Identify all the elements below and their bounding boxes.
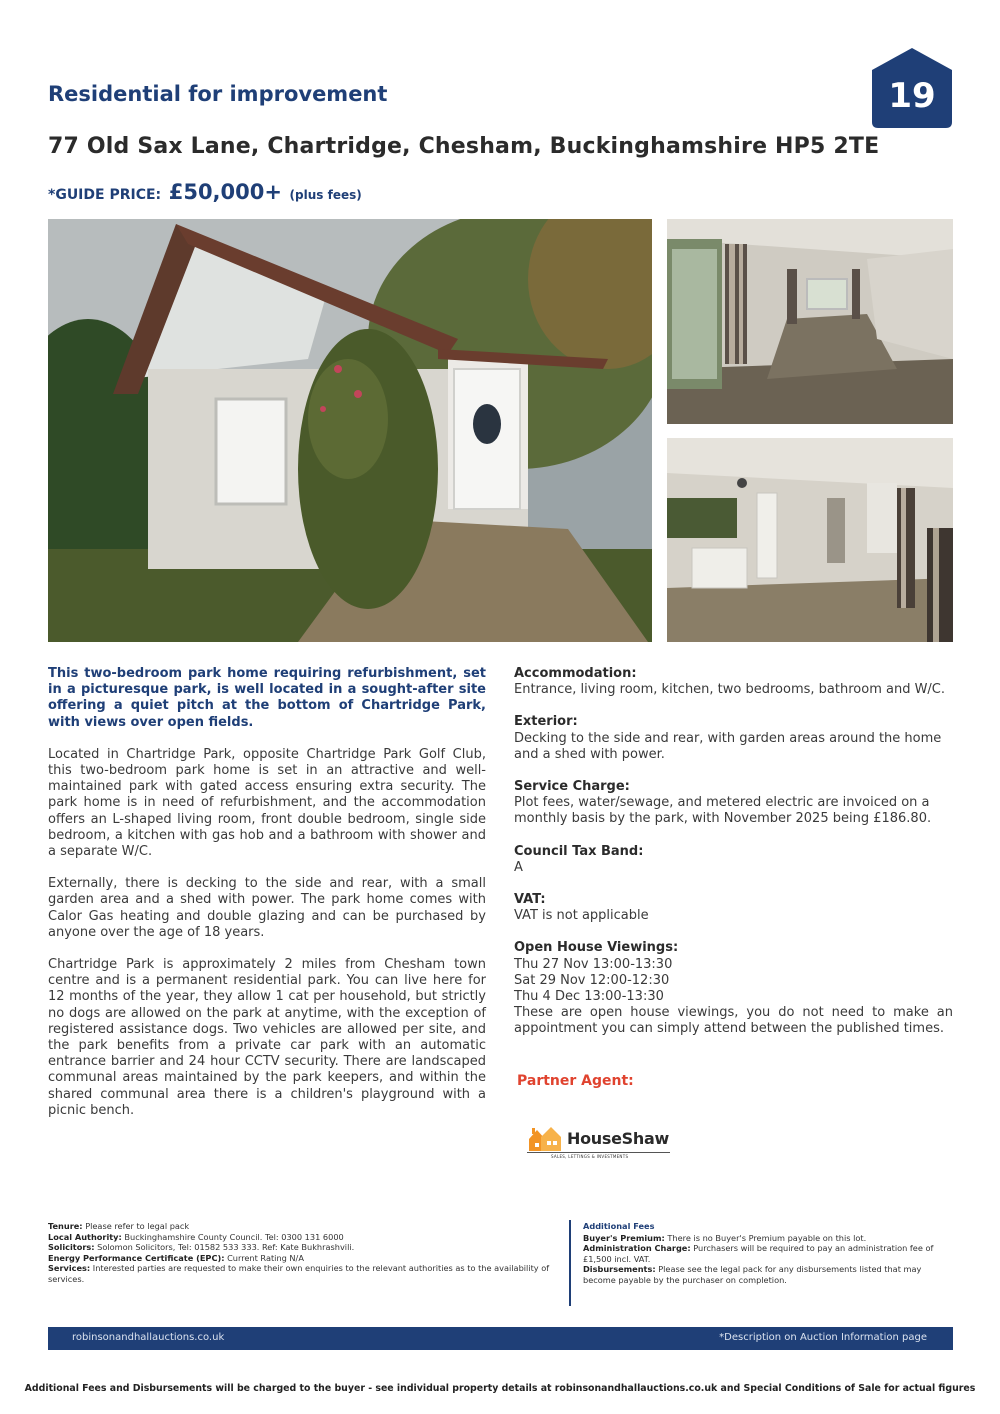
- premium-value: There is no Buyer's Premium payable on this lot.: [667, 1232, 867, 1243]
- viewing-slot: Thu 4 Dec 13:00-13:30: [514, 989, 664, 1005]
- authority-label: Local Authority:: [48, 1231, 122, 1242]
- fees-disclaimer: Additional Fees and Disbursements will be charged to the buyer - see individual property details at robinsonandhallauctions.co.uk and Special Conditions of Sale for actual figures: [24, 1383, 976, 1394]
- description-lead: This two-bedroom park home requiring refurbishment, set in a picturesque park, is well located in a sought-after site offering a quiet pitch at the bottom of Chartridge Park, with views over open fields.: [48, 666, 486, 730]
- description-paragraph: Located in Chartridge Park, opposite Chartridge Park Golf Club, this two-bedroom park home is set in an attractive and well-maintained park with gated access ensuring extra security. The park home is in need of refurbishment, and the accommodation offers an L-shaped living room, front double bedroom, single side bedroom, a kitchen with gas hob and a bathroom with shower and a separate W/C.: [48, 746, 486, 860]
- authority-value: Buckinghamshire County Council. Tel: 0300 131 6000: [124, 1231, 344, 1242]
- property-address: 77 Old Sax Lane, Chartridge, Chesham, Buckinghamshire HP5 2TE: [48, 134, 880, 159]
- details-column: [514, 666, 953, 1054]
- epc-value: Current Rating N/A: [227, 1252, 304, 1263]
- services-value: Interested parties are requested to make their own enquiries to the relevant authorities as to the availability of services.: [48, 1263, 550, 1284]
- legal-divider: [569, 1220, 571, 1306]
- services-label: Services:: [48, 1263, 91, 1274]
- solicitors-label: Solicitors:: [48, 1242, 95, 1253]
- legal-info: [48, 1221, 558, 1285]
- lot-number: 19: [888, 76, 936, 116]
- interior-photo-bedroom: [667, 438, 953, 642]
- council-tax-text: A: [514, 859, 523, 875]
- tenure-value: Please refer to legal pack: [85, 1221, 190, 1231]
- fees-title: Additional Fees: [583, 1221, 655, 1231]
- additional-fees: [583, 1221, 953, 1286]
- guide-price-value: £50,000+: [168, 180, 282, 204]
- admin-label: Administration Charge:: [583, 1243, 691, 1254]
- website-link[interactable]: robinsonandhallauctions.co.uk: [72, 1332, 225, 1343]
- description-paragraph: Chartridge Park is approximately 2 miles from Chesham town centre and is a permanent residential park. You can live here for 12 months of the year, they allow 1 cat per household, but strictly no dogs are allowed on the park at anytime, with the exception of registered assistance dogs. Two vehicles are allowed per site, and the park benefits from a private car park with an automatic entrance barrier and 24 hour CCTV security. There are landscaped communal areas maintained by the park keepers, and within the shared communal area there is a children's playground with a picnic bench.: [48, 957, 486, 1118]
- service-charge-heading: Service Charge:: [514, 779, 630, 795]
- footer-bar: [48, 1327, 953, 1350]
- exterior-text: Decking to the side and rear, with garden areas around the home and a shed with power.: [514, 730, 942, 762]
- service-charge-text: Plot fees, water/sewage, and metered electric are invoiced on a monthly basis by the park, with November 2025 being £186.80.: [514, 795, 932, 827]
- vat-section: [514, 892, 953, 924]
- viewing-slot: Sat 29 Nov 12:00-12:30: [514, 972, 670, 988]
- viewing-slot: Thu 27 Nov 13:00-13:30: [514, 956, 673, 972]
- admin-value: Purchasers will be required to pay an administration fee of £1,500 incl. VAT.: [583, 1243, 934, 1264]
- tenure-label: Tenure:: [48, 1221, 83, 1231]
- disbursements-label: Disbursements:: [583, 1264, 656, 1275]
- interior-photo-living-room: [667, 219, 953, 424]
- guide-price-fees: (plus fees): [289, 188, 362, 202]
- logo-tagline: SALES, LETTINGS & INVESTMENTS: [551, 1154, 629, 1159]
- premium-label: Buyer's Premium:: [583, 1232, 665, 1243]
- viewings-note: These are open house viewings, you do not need to make an appointment you can simply attend between the published times.: [514, 1005, 953, 1037]
- viewings-section: [514, 940, 953, 1037]
- exterior-photo: [48, 219, 652, 642]
- category-heading: Residential for improvement: [48, 82, 388, 106]
- viewings-heading: Open House Viewings:: [514, 940, 679, 956]
- logo-wordmark: HouseShaw: [567, 1129, 669, 1148]
- logo-rule: [527, 1152, 670, 1153]
- description-note: *Description on Auction Information page: [719, 1332, 927, 1343]
- epc-label: Energy Performance Certificate (EPC):: [48, 1252, 225, 1263]
- accommodation-section: [514, 666, 953, 698]
- council-tax-heading: Council Tax Band:: [514, 843, 644, 859]
- service-charge-section: [514, 779, 953, 828]
- description-column: [48, 666, 486, 1135]
- disbursements-value: Please see the legal pack for any disbursements listed that may become payable by the purchaser on completion.: [583, 1264, 922, 1285]
- vat-heading: VAT:: [514, 892, 546, 908]
- exterior-section: [514, 714, 953, 763]
- partner-agent-label: Partner Agent:: [517, 1073, 634, 1089]
- exterior-heading: Exterior:: [514, 714, 578, 730]
- guide-price-label: *GUIDE PRICE:: [48, 187, 162, 203]
- houseshaw-logo: [527, 1125, 672, 1163]
- accommodation-text: Entrance, living room, kitchen, two bedrooms, bathroom and W/C.: [514, 682, 946, 698]
- council-tax-section: [514, 844, 953, 876]
- guide-price-line: [48, 180, 362, 204]
- accommodation-heading: Accommodation:: [514, 666, 637, 681]
- lot-badge: [872, 48, 952, 128]
- house-logo-icon: [527, 1125, 567, 1151]
- description-paragraph: Externally, there is decking to the side and rear, with a small garden area and a shed with power. The park home comes with Calor Gas heating and double glazing and can be purchased by anyone over the age of 18 years.: [48, 876, 486, 940]
- vat-text: VAT is not applicable: [514, 908, 649, 924]
- solicitors-value: Solomon Solicitors, Tel: 01582 533 333. Ref: Kate Bukhrashvili.: [97, 1242, 355, 1253]
